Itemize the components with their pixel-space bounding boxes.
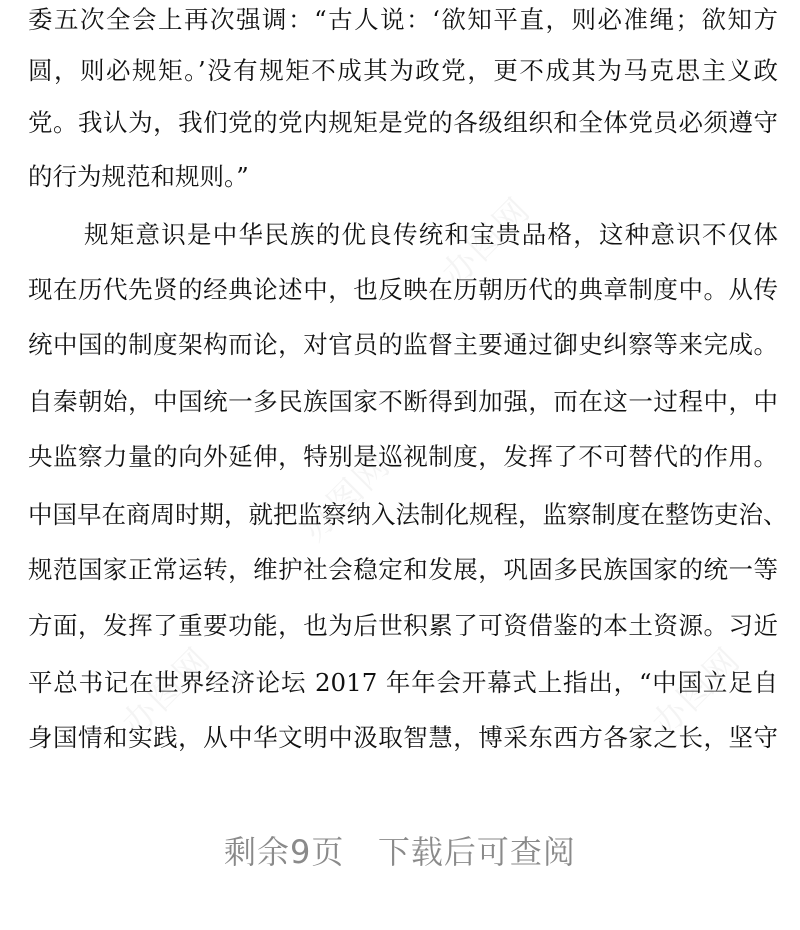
paragraph-2-line: 方面，发挥了重要功能，也为后世积累了可资借鉴的本土资源。习近 <box>28 611 778 640</box>
paragraph-2-line: 规范国家正常运转，维护社会稳定和发展，巩固多民族国家的统一等 <box>28 555 778 584</box>
paragraph-2-line: 现在历代先贤的经典论述中，也反映在历朝历代的典章制度中。从传 <box>28 275 778 304</box>
paragraph-2-line: 统中国的制度架构而论，对官员的监督主要通过御史纠察等来完成。 <box>28 330 778 359</box>
paragraph-2-line: 自秦朝始，中国统一多民族国家不断得到加强，而在这一过程中，中 <box>28 387 778 416</box>
watermark: 办图网 <box>644 639 749 745</box>
paragraph-2-line: 央监察力量的向外延伸，特别是巡视制度，发挥了不可替代的作用。 <box>28 442 778 471</box>
paragraph-1-line: 党。我认为，我们党的党内规矩是党的各级组织和全体党员必须遵守 <box>28 108 778 137</box>
remaining-pages-banner[interactable]: 剩余9页 下载后可查阅 <box>224 833 576 871</box>
paragraph-2-line: 中国早在商周时期，就把监察纳入法制化规程，监察制度在整饬吏治、 <box>28 500 788 529</box>
paragraph-2-line: 平总书记在世界经济论坛 2017 年年会开幕式上指出，“中国立足自 <box>28 668 778 697</box>
watermark: 办图网 <box>294 444 399 550</box>
paragraph-2-line: 身国情和实践，从中华文明中汲取智慧，博采东西方各家之长，坚守 <box>28 723 778 752</box>
paragraph-1-line: 圆，则必规矩。’没有规矩不成其为政党，更不成其为马克思主义政 <box>28 56 778 85</box>
paragraph-1-line: 委五次全会上再次强调：“古人说：‘欲知平直，则必准绳；欲知方 <box>28 5 778 34</box>
watermark: 办图网 <box>114 639 219 745</box>
watermark: 办图网 <box>434 189 539 295</box>
paragraph-2-line: 规矩意识是中华民族的优良传统和宝贵品格，这种意识不仅体 <box>84 220 778 249</box>
paragraph-1-line: 的行为规范和规则。” <box>28 162 249 191</box>
